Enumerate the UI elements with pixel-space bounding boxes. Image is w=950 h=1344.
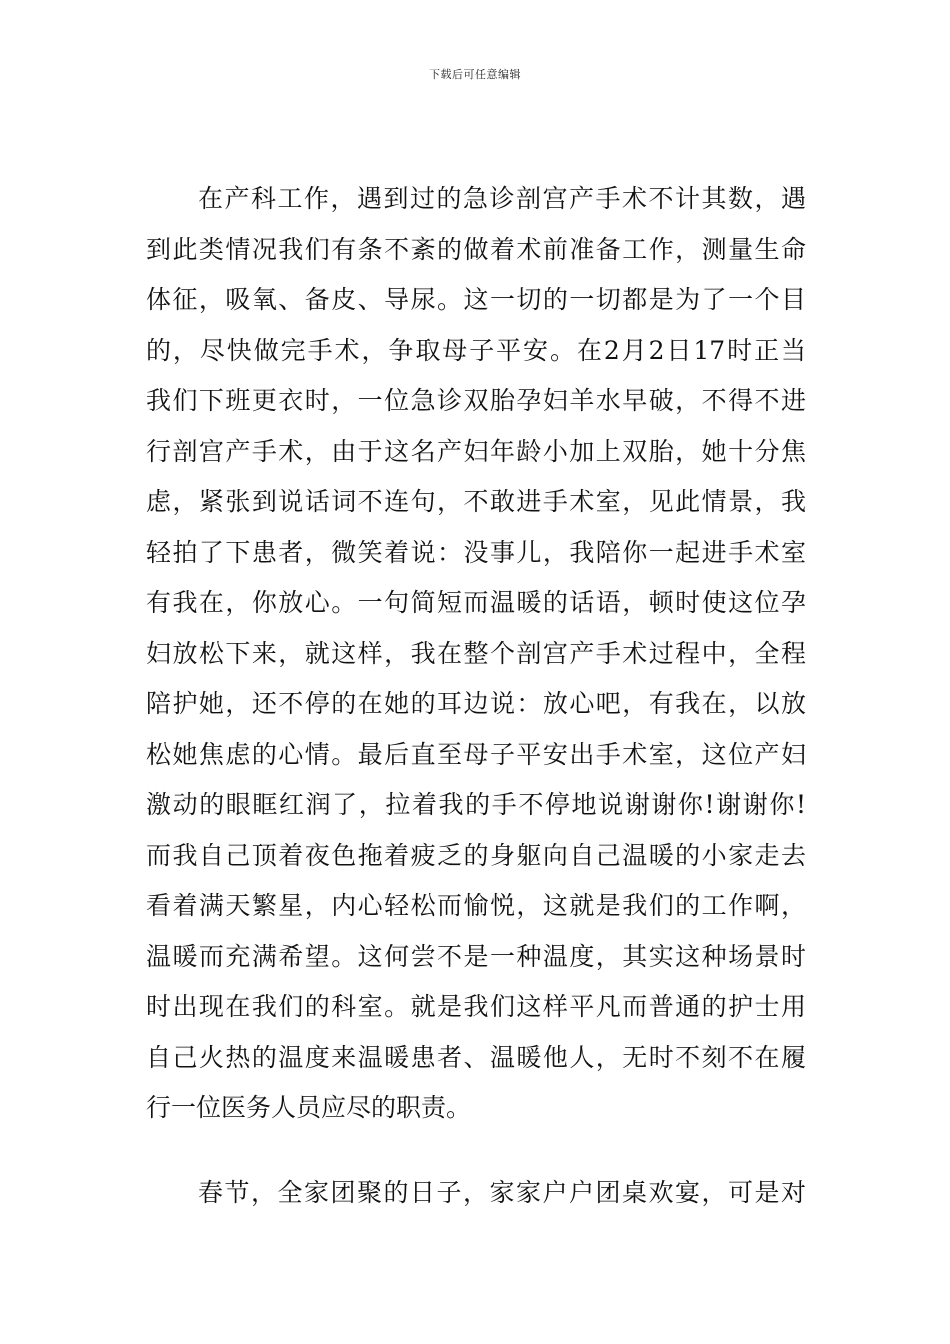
text-line: 体征，吸氧、备皮、导尿。这一切的一切都是为了一个目	[146, 285, 806, 314]
text-line: 的，尽快做完手术，争取母子平安。在2月2日17时正当	[146, 335, 806, 365]
text-line: 春节，全家团聚的日子，家家户户团桌欢宴，可是对	[198, 1178, 806, 1207]
text-line: 温暖而充满希望。这何尝不是一种温度，其实这种场景时	[146, 941, 806, 971]
text-line: 行剖宫产手术，由于这名产妇年龄小加上双胎，她十分焦	[146, 436, 806, 466]
text-line: 到此类情况我们有条不紊的做着术前准备工作，测量生命	[146, 234, 806, 264]
text-line: 有我在，你放心。一句简短而温暖的话语，顿时使这位孕	[146, 588, 806, 617]
paragraph-1	[146, 174, 806, 1134]
text-line: 而我自己顶着夜色拖着疲乏的身躯向自己温暖的小家走去	[146, 840, 806, 870]
text-line: 看着满天繁星，内心轻松而愉悦，这就是我们的工作啊，	[146, 891, 806, 920]
text-line: 虑，紧张到说话词不连句，不敢进手术室，见此情景，我	[146, 487, 806, 516]
text-line: 陪护她，还不停的在她的耳边说：放心吧，有我在，以放	[146, 689, 806, 718]
text-line: 妇放松下来，就这样，我在整个剖宫产手术过程中，全程	[146, 638, 806, 668]
text-line: 轻拍了下患者，微笑着说：没事儿，我陪你一起进手术室	[146, 537, 806, 567]
text-line: 我们下班更衣时，一位急诊双胎孕妇羊水早破，不得不进	[146, 386, 806, 415]
text-line: 行一位医务人员应尽的职责。	[146, 1093, 472, 1122]
text-line: 激动的眼眶红润了，拉着我的手不停地说谢谢你!谢谢你!	[146, 790, 806, 819]
page-header: 下载后可任意编辑	[429, 68, 521, 81]
text-line: 时出现在我们的科室。就是我们这样平凡而普通的护士用	[146, 992, 806, 1021]
paragraph-2	[146, 1168, 806, 1219]
text-line: 在产科工作，遇到过的急诊剖宫产手术不计其数，遇	[198, 184, 806, 213]
text-line: 松她焦虑的心情。最后直至母子平安出手术室，这位产妇	[146, 739, 806, 769]
text-line: 自己火热的温度来温暖患者、温暖他人，无时不刻不在履	[146, 1042, 806, 1072]
